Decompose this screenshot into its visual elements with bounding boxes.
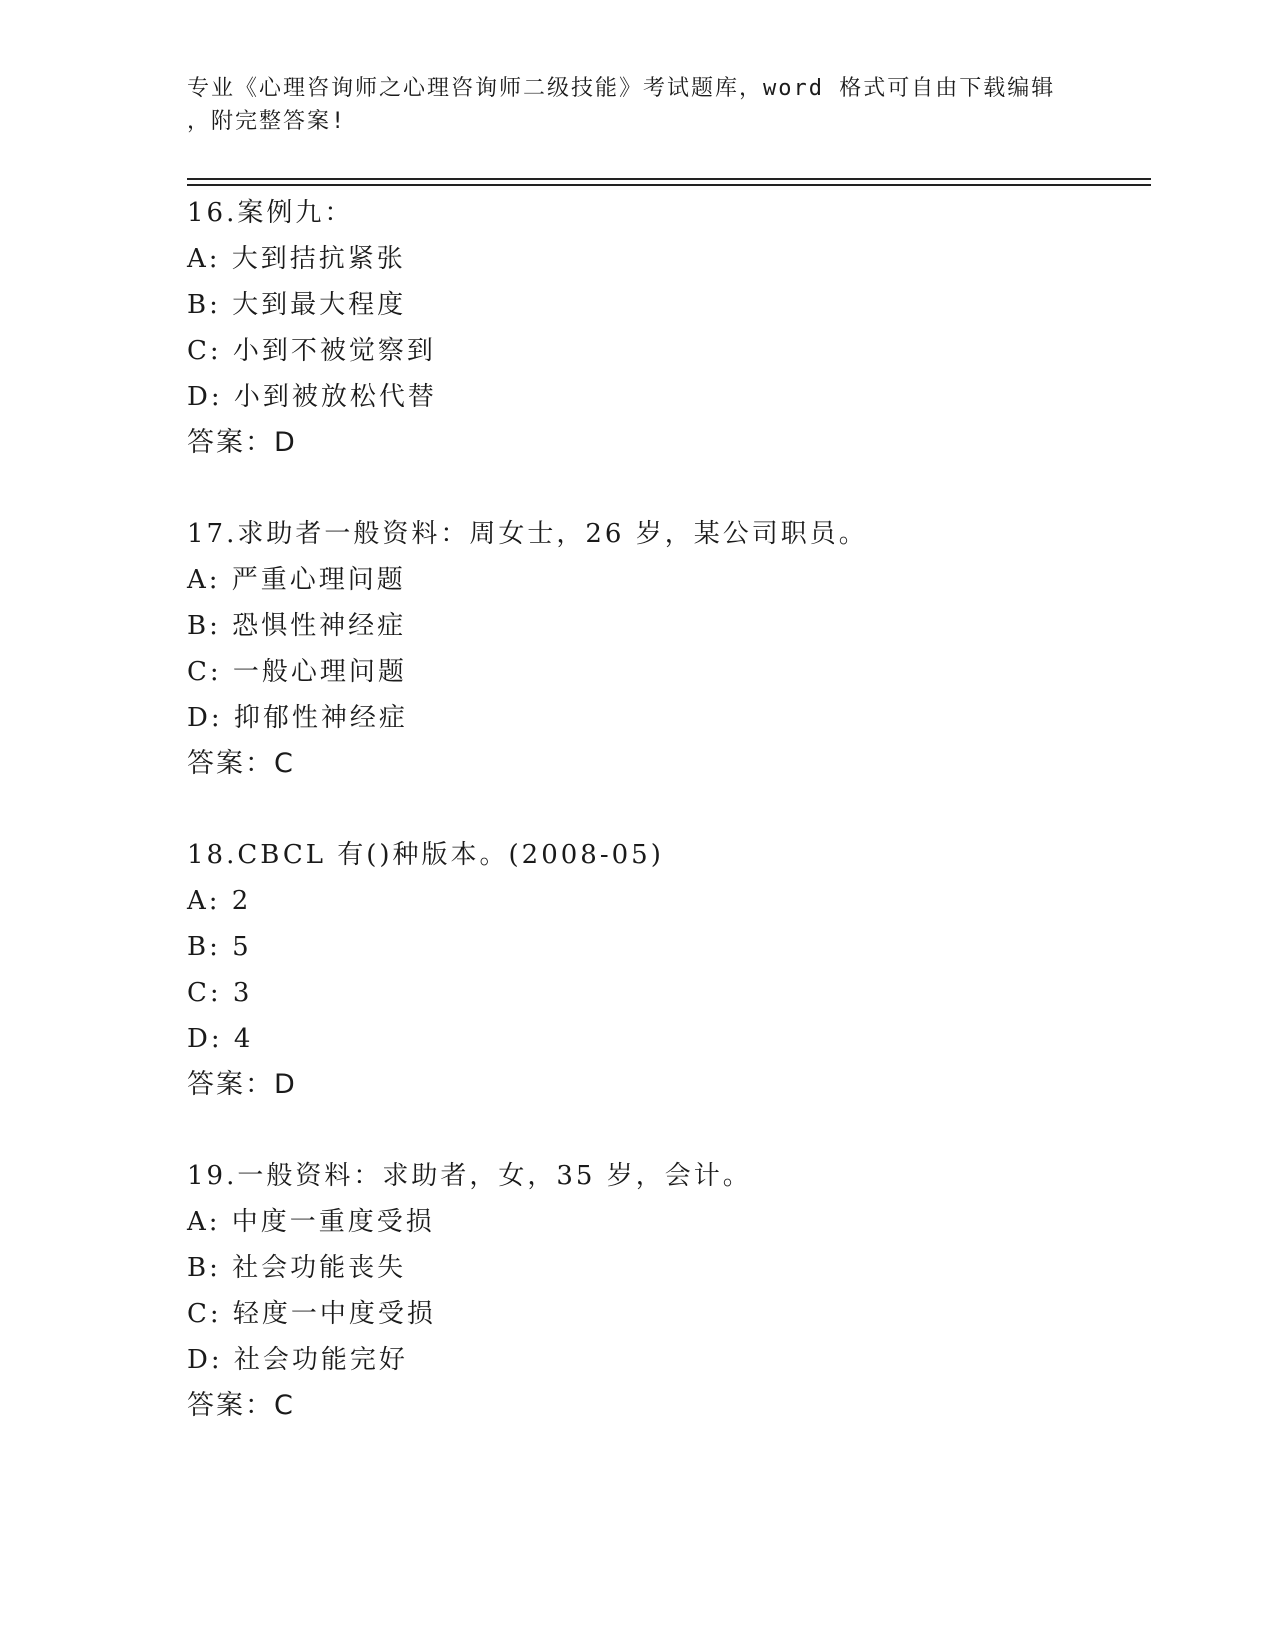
- option-b: B: 社会功能丧失: [187, 1253, 407, 1283]
- option-d: D: 4: [187, 1024, 254, 1054]
- question-17: [187, 511, 1151, 832]
- option-c: C: 小到不被觉察到: [187, 336, 436, 366]
- question-spacer: [187, 466, 1151, 511]
- question-spacer: [187, 787, 1151, 832]
- question-stem: 18.CBCL 有()种版本。(2008-05): [187, 840, 664, 870]
- question-stem: 17.求助者一般资料：周女士，26 岁，某公司职员。: [187, 519, 868, 549]
- option-b: B: 5: [187, 932, 252, 962]
- header-divider-bottom: [187, 184, 1151, 186]
- question-list: [187, 190, 1151, 1429]
- answer-line: 答案：D: [187, 1069, 297, 1100]
- option-a: A: 大到拮抗紧张: [187, 244, 406, 274]
- option-c: C: 3: [187, 978, 253, 1008]
- option-c: C: 轻度一中度受损: [187, 1299, 436, 1329]
- question-16: [187, 190, 1151, 511]
- option-d: D: 社会功能完好: [187, 1345, 408, 1375]
- answer-line: 答案：C: [187, 748, 295, 779]
- question-19: [187, 1153, 1151, 1429]
- question-18: [187, 832, 1151, 1153]
- document-header: [187, 72, 1067, 138]
- header-line-1: 专业《心理咨询师之心理咨询师二级技能》考试题库，word 格式可自由下载编辑: [187, 76, 1056, 101]
- option-a: A: 2: [187, 886, 252, 916]
- option-a: A: 严重心理问题: [187, 565, 406, 595]
- question-stem: 19.一般资料：求助者，女，35 岁，会计。: [187, 1161, 752, 1191]
- option-d: D: 小到被放松代替: [187, 382, 437, 412]
- option-b: B: 大到最大程度: [187, 290, 407, 320]
- answer-line: 答案：C: [187, 1390, 295, 1421]
- option-c: C: 一般心理问题: [187, 657, 407, 687]
- header-divider-top: [187, 178, 1151, 180]
- answer-line: 答案：D: [187, 427, 297, 458]
- option-d: D: 抑郁性神经症: [187, 703, 408, 733]
- header-line-2: ，附完整答案!: [187, 109, 347, 134]
- option-b: B: 恐惧性神经症: [187, 611, 407, 641]
- question-stem: 16.案例九：: [187, 198, 354, 228]
- option-a: A: 中度一重度受损: [187, 1207, 435, 1237]
- question-spacer: [187, 1108, 1151, 1153]
